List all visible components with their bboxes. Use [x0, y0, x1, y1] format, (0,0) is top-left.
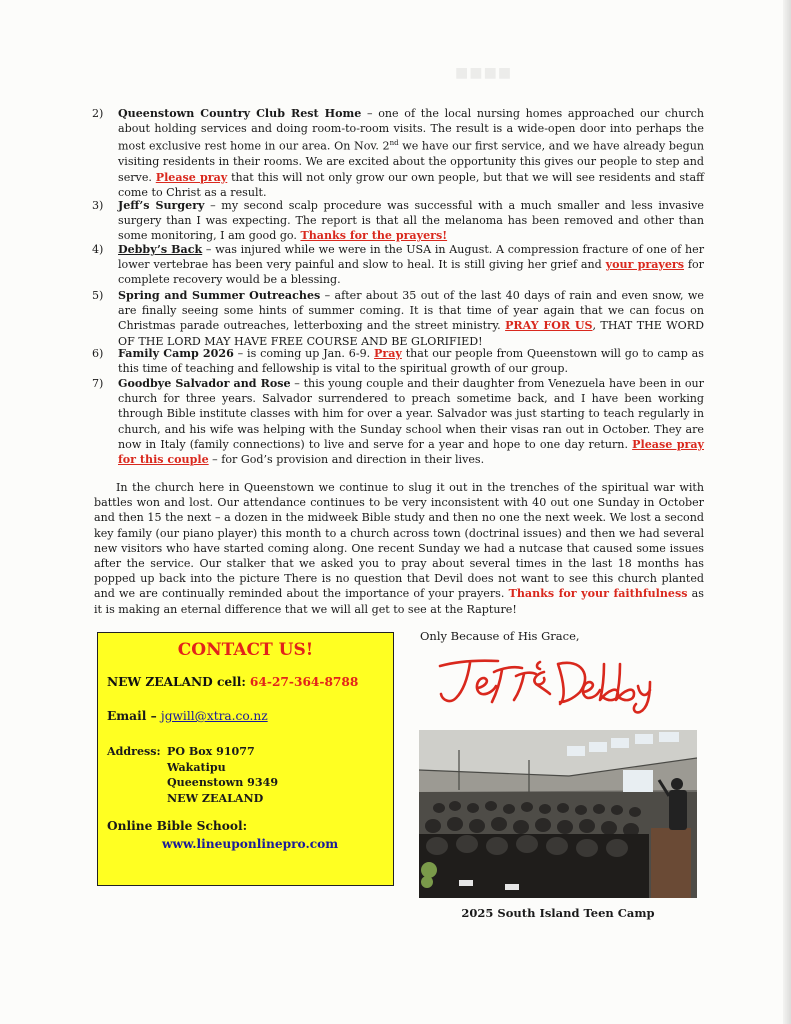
- item-number: 4): [92, 243, 104, 256]
- item-heading: Jeff’s Surgery: [118, 199, 205, 212]
- item-text: – was injured while we were in the USA in August. A compression fracture of one of her lower vertebrae has been very painful and slow to heal. It is still giving her grief and: [118, 243, 704, 272]
- prayer-item: [92, 106, 704, 200]
- item-number: 7): [92, 377, 104, 390]
- bleed-through-text: ■■■■: [455, 60, 513, 85]
- item-text: that this will not only grow our own people, but that we will see residents and staff come to Christ as a result.: [118, 170, 704, 199]
- ordinal-suffix: nd: [389, 139, 399, 148]
- address-line: NEW ZEALAND: [167, 791, 264, 805]
- item-text: , THAT THE WORD OF THE LORD MAY HAVE FREE COURSE AND BE GLORIFIED!: [118, 319, 704, 348]
- email-label: Email –: [107, 709, 161, 723]
- item-text: for complete recovery would be a blessing.: [118, 258, 704, 287]
- email-line: [107, 709, 268, 723]
- prayer-highlight: Thanks for the prayers!: [300, 229, 448, 243]
- prayer-item: [92, 288, 704, 349]
- address-label: Address:: [107, 745, 161, 758]
- prayer-item: [92, 242, 704, 288]
- prayer-highlight: your prayers: [605, 258, 685, 272]
- item-number: 3): [92, 199, 104, 212]
- address-line: Wakatipu: [167, 760, 226, 774]
- contact-title: CONTACT US!: [177, 640, 314, 660]
- prayer-item: [92, 376, 704, 467]
- contact-box: [97, 632, 394, 886]
- address-line: Queenstown 9349: [167, 776, 279, 789]
- prayer-highlight: Pray: [374, 347, 402, 360]
- nz-cell-label: NEW ZEALAND cell:: [107, 675, 246, 689]
- nz-cell-line: [107, 675, 358, 689]
- item-heading: Queenstown Country Club Rest Home: [118, 107, 362, 120]
- item-number: 6): [92, 347, 104, 360]
- prayer-highlight: PRAY FOR US: [505, 319, 593, 333]
- closing-line: Only Because of His Grace,: [420, 629, 580, 643]
- postal-address: [107, 744, 278, 806]
- phone-number[interactable]: 64-27-364-8788: [249, 675, 359, 689]
- address-line: PO Box 91077: [167, 745, 255, 758]
- thanks-highlight: Thanks for your faithfulness: [508, 587, 688, 601]
- item-number: 5): [92, 289, 104, 302]
- bible-school-url[interactable]: www.lineuponlinepro.com: [162, 837, 339, 851]
- item-text: that our people from Queenstown will go to camp as this time of teaching and fellowship is vital to the spiritual growth of our group.: [118, 347, 704, 376]
- handwritten-signature: [432, 652, 664, 714]
- prayer-highlight: Please pray: [155, 170, 228, 184]
- item-heading: Debby’s Back: [118, 243, 203, 256]
- teen-camp-photo: [419, 730, 697, 898]
- item-text: we have our first service, and we have already begun visiting residents in their rooms. We are excited about the opportunity this gives our people to step and serve.: [118, 140, 704, 184]
- email-link[interactable]: jgwill@xtra.co.nz: [160, 709, 268, 723]
- item-heading: Goodbye Salvador and Rose: [118, 377, 291, 390]
- prayer-item: [92, 198, 704, 244]
- item-heading: Spring and Summer Outreaches: [118, 289, 321, 302]
- item-text: – for God’s provision and direction in their lives.: [208, 453, 485, 467]
- scan-edge: [783, 0, 791, 1024]
- item-text: – one of the local nursing homes approached our church about holding services and doing room-to-room visits. The result is a wide-open door into perhaps the most exclusive rest home in our area. On Nov. 2: [118, 107, 705, 154]
- item-text: – my second scalp procedure was successful with a much smaller and less invasive surgery than I was expecting. The report is that all the melanoma has been removed and other than some monitoring, I am good go.: [118, 199, 704, 243]
- paragraph-text: In the church here in Queenstown we continue to slug it out in the trenches of the spiritual war with battles won and lost. Our attendance continues to be very inconsistent with 40 out one Sunday in October and then 15 the next – a dozen in the midweek Bible study and then no one the next week. We lost a second key family (our piano player) this month to a church across town (doctrinal issues) and then we had several new visitors who have started coming along. One recent Sunday we had a nutcase that caused some issues after the service. Our stalker that we asked you to pray about several times in the last 18 months has popped up back into the picture There is no question that Devil does not want to see this church planted and we are continually reminded about the importance of your prayers.: [94, 481, 704, 601]
- item-number: 2): [92, 107, 104, 120]
- item-text: – after about 35 out of the last 40 days of rain and even snow, we are finally seeing some hints of summer coming. It is that time of year again that we can focus on Christmas parade outreaches, letterboxing and the street ministry.: [118, 289, 704, 333]
- prayer-highlight: Please pray for this couple: [118, 437, 704, 467]
- queenstown-update-paragraph: [94, 480, 704, 617]
- item-text: – is coming up Jan. 6-9.: [233, 347, 375, 360]
- paragraph-tail: as it is making an eternal difference that we will all get to see at the Rapture!: [94, 587, 704, 616]
- online-bible-school-label: Online Bible School:: [107, 819, 248, 833]
- photo-caption: 2025 South Island Teen Camp: [461, 906, 655, 920]
- item-heading: Family Camp 2026: [118, 347, 234, 360]
- prayer-item: [92, 346, 704, 376]
- item-text: – this young couple and their daughter from Venezuela have been in our church for three years. Salvador surrendered to preach sometime back, and I have been working through Bible institute classes with him for over a year. Salvador was just starting to teach regularly in church, and his wife was helping with the Sunday school when their visas ran out in October. They are now in Italy (family connections) to live and serve for a year and hope to one day return.: [118, 377, 704, 451]
